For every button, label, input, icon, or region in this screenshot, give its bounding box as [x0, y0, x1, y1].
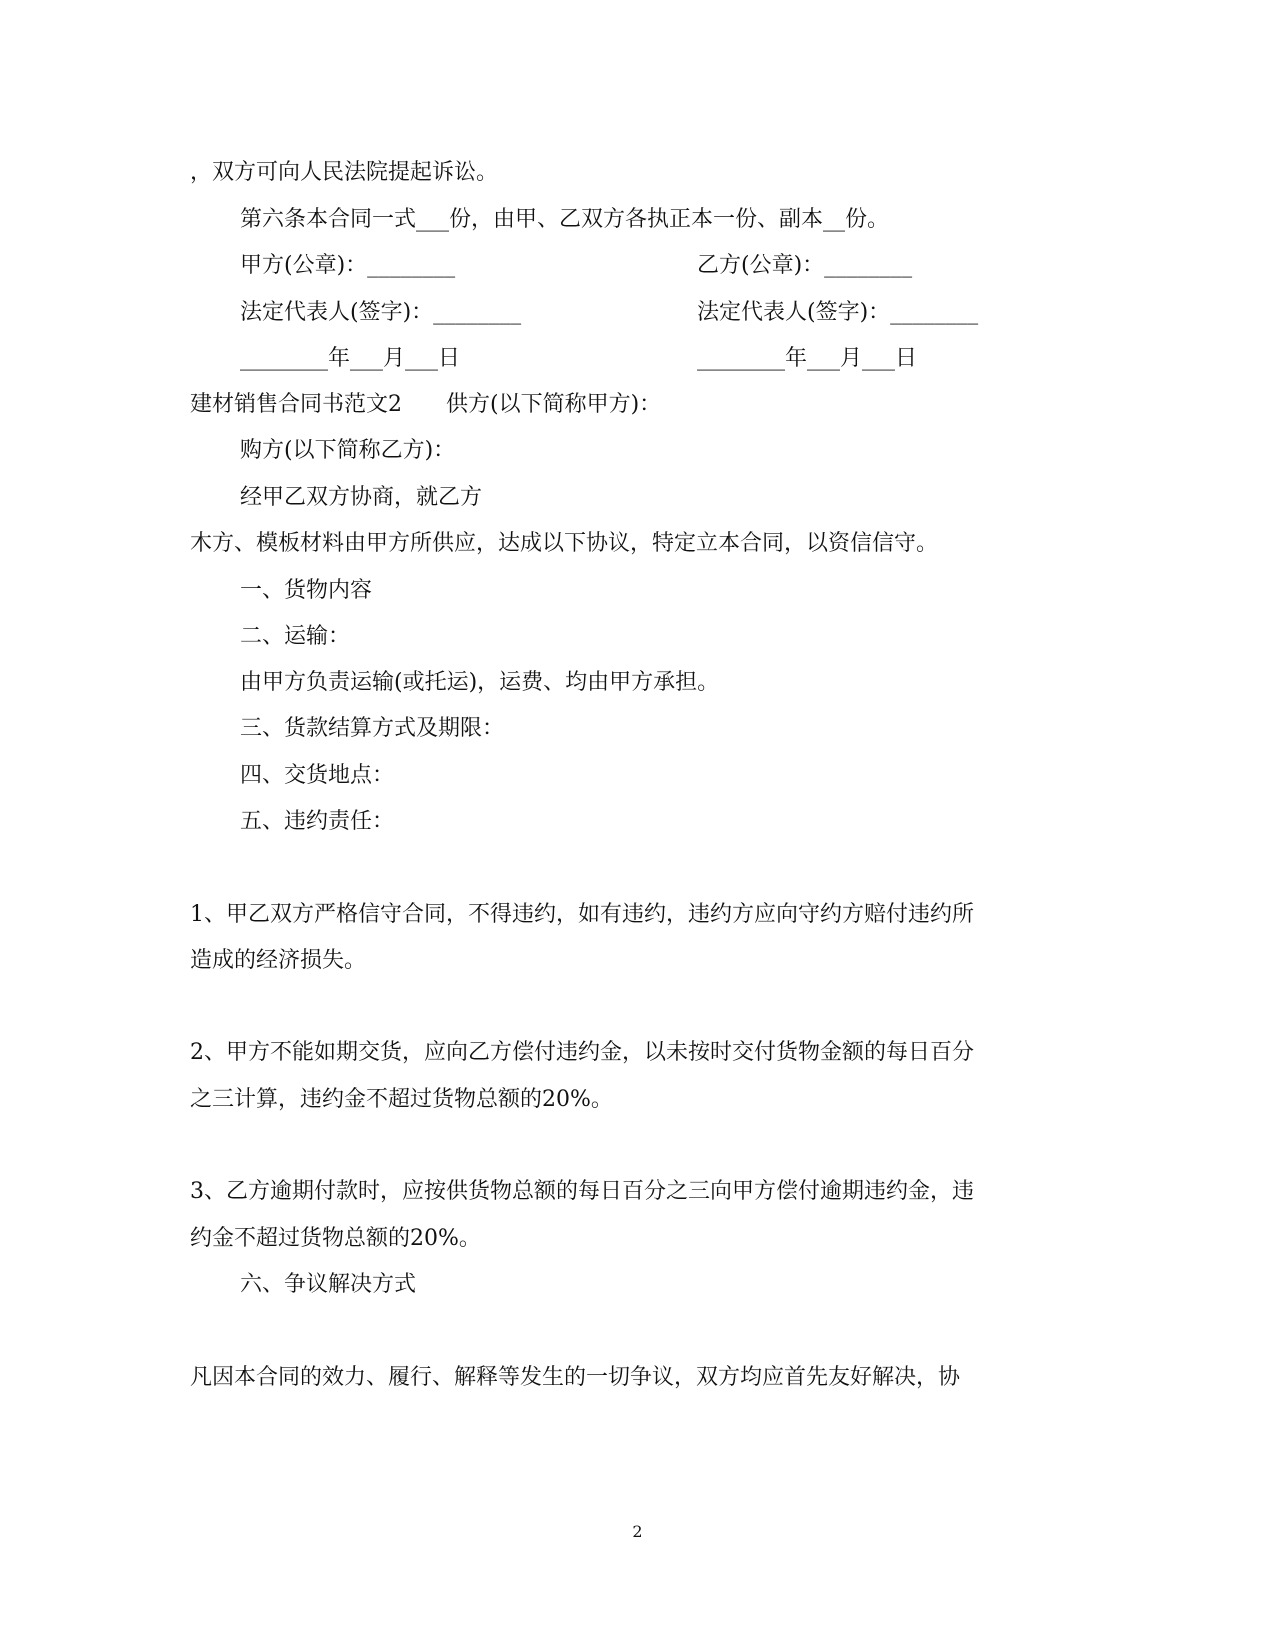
text-line: 第六条本合同一式___份，由甲、乙双方各执正本一份、副本__份。: [240, 207, 890, 232]
clause-heading: 六、争议解决方式: [240, 1272, 417, 1297]
clause-heading: 二、运输：: [240, 624, 351, 649]
text-line: 3、乙方逾期付款时，应按供货物总额的每日百分之三向甲方偿付逾期违约金，违: [190, 1179, 974, 1204]
text-line: 由甲方负责运输(或托运)，运费、均由甲方承担。: [240, 670, 720, 695]
party-a-seal-field: 甲方(公章)：________: [240, 253, 456, 278]
party-b-representative-field: 法定代表人(签字)：________: [697, 300, 979, 325]
clause-heading: 五、违约责任：: [240, 809, 395, 834]
text-line: ，双方可向人民法院提起诉讼。: [190, 160, 499, 185]
clause-heading: 一、货物内容: [240, 578, 373, 603]
text-line: 凡因本合同的效力、履行、解释等发生的一切争议，双方均应首先友好解决，协: [190, 1365, 961, 1390]
text-line: 木方、模板材料由甲方所供应，达成以下协议，特定立本合同，以资信信守。: [190, 531, 939, 556]
text-line: 约金不超过货物总额的20%。: [190, 1226, 481, 1251]
clause-heading: 三、货款结算方式及期限：: [240, 716, 505, 741]
text-line: 经甲乙双方协商，就乙方: [240, 485, 483, 510]
party-b-date-field: ________年___月___日: [697, 346, 918, 371]
text-line: 造成的经济损失。: [190, 948, 367, 973]
text-line: 1、甲乙双方严格信守合同，不得违约，如有违约，违约方应向守约方赔付违约所: [190, 902, 974, 927]
section-heading: 建材销售合同书范文2 供方(以下简称甲方)：: [190, 392, 662, 417]
text-line: 2、甲方不能如期交货，应向乙方偿付违约金，以未按时交付货物金额的每日百分: [190, 1040, 974, 1065]
party-a-representative-field: 法定代表人(签字)：________: [240, 300, 522, 325]
party-a-date-field: ________年___月___日: [240, 346, 461, 371]
clause-heading: 四、交货地点：: [240, 763, 395, 788]
text-line: 购方(以下简称乙方)：: [240, 438, 456, 463]
text-line: 之三计算，违约金不超过货物总额的20%。: [190, 1087, 613, 1112]
page-number: 2: [632, 1522, 643, 1541]
party-b-seal-field: 乙方(公章)：________: [697, 253, 913, 278]
